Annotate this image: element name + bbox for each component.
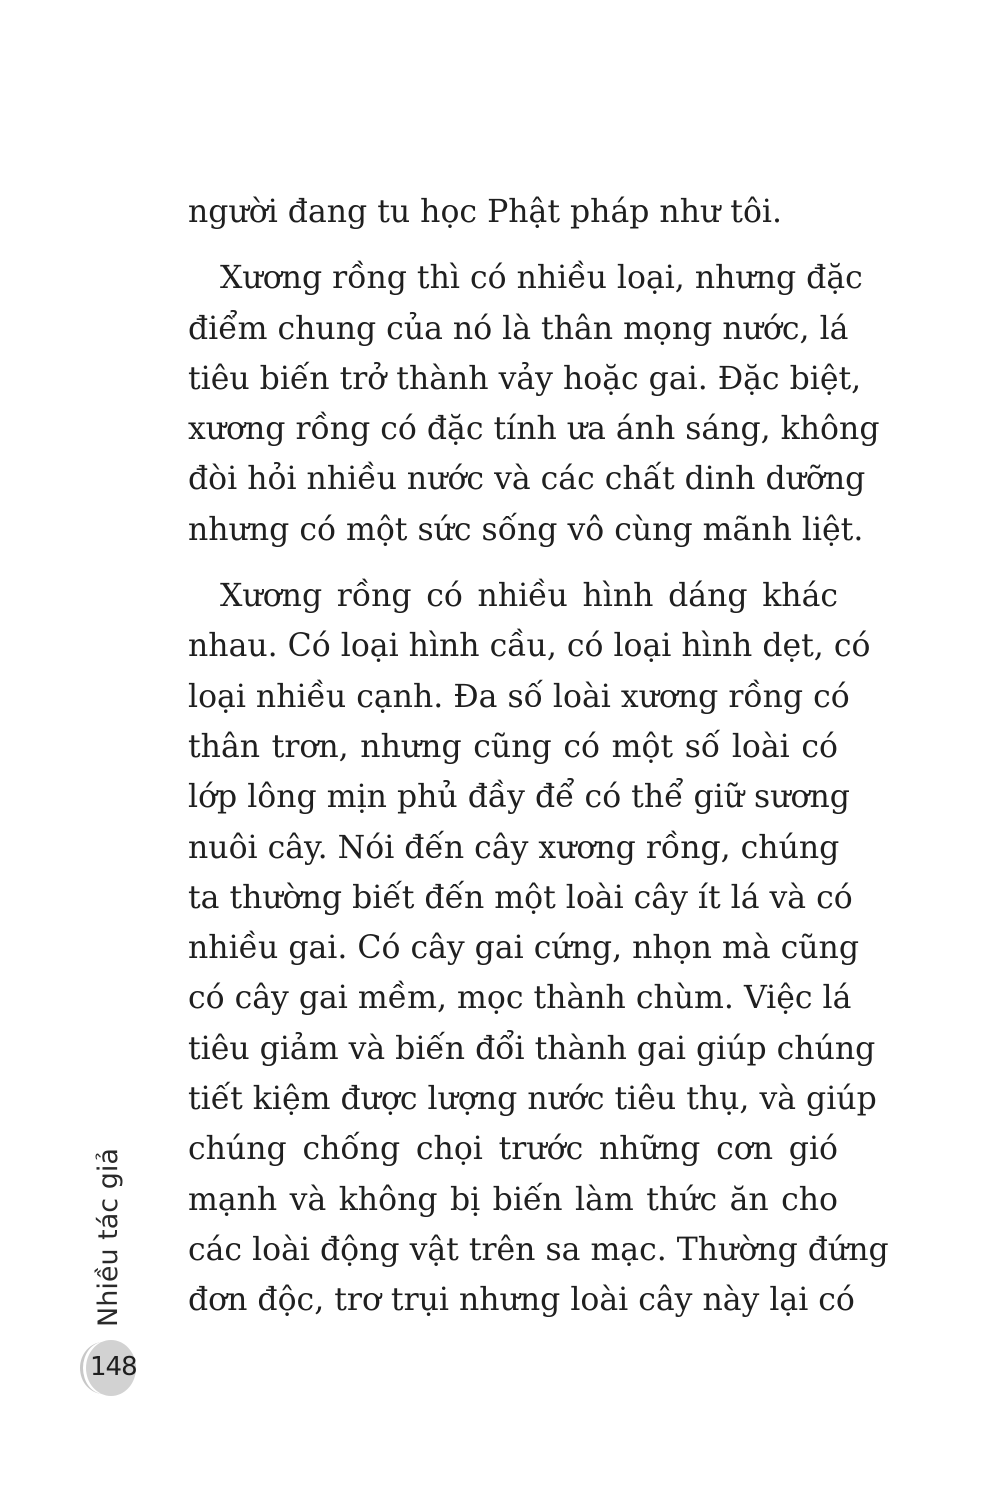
text-line: lớp lông mịn phủ đầy để có thể giữ sương bbox=[188, 779, 850, 816]
text-line: điểm chung của nó là thân mọng nước, lá bbox=[188, 310, 849, 347]
text-line: Xương rồng thì có nhiều loại, nhưng đặc bbox=[220, 260, 863, 297]
text-line: mạnh và không bị biến làm thức ăn cho bbox=[188, 1181, 838, 1218]
text-line: thân trơn, nhưng cũng có một số loài có bbox=[188, 728, 838, 765]
paragraph-gap bbox=[188, 237, 838, 253]
running-head-label: Nhiều tác giả bbox=[92, 1148, 124, 1327]
text-line: các loài động vật trên sa mạc. Thường đứng bbox=[188, 1231, 889, 1268]
text-line: người đang tu học Phật pháp như tôi. bbox=[188, 194, 782, 230]
page-number: 148 bbox=[90, 1352, 137, 1382]
text-line: chúng chống chọi trước những cơn gió bbox=[188, 1131, 838, 1168]
text-line: Xương rồng có nhiều hình dáng khác bbox=[220, 578, 838, 615]
text-line: nuôi cây. Nói đến cây xương rồng, chúng bbox=[188, 829, 840, 866]
text-line: nhau. Có loại hình cầu, có loại hình dẹt, có bbox=[188, 628, 871, 665]
text-line: nhưng có một sức sống vô cùng mãnh liệt. bbox=[188, 511, 864, 548]
text-line: xương rồng có đặc tính ưa ánh sáng, không bbox=[188, 411, 880, 448]
text-line: tiết kiệm được lượng nước tiêu thụ, và giúp bbox=[188, 1081, 877, 1118]
text-line: tiêu biến trở thành vảy hoặc gai. Đặc biệt, bbox=[188, 360, 862, 397]
text-line: có cây gai mềm, mọc thành chùm. Việc lá bbox=[188, 980, 852, 1017]
text-line: loại nhiều cạnh. Đa số loài xương rồng có bbox=[188, 678, 850, 715]
running-head bbox=[86, 1150, 130, 1325]
text-line: đòi hỏi nhiều nước và các chất dinh dưỡng bbox=[188, 461, 866, 498]
text-line: nhiều gai. Có cây gai cứng, nhọn mà cũng bbox=[188, 930, 860, 967]
page-number-badge bbox=[80, 1340, 136, 1396]
text-line: đơn độc, trơ trụi nhưng loài cây này lại có bbox=[188, 1282, 855, 1319]
text-line: ta thường biết đến một loài cây ít lá và có bbox=[188, 879, 853, 916]
paragraph-gap bbox=[188, 555, 838, 571]
text-line: tiêu giảm và biến đổi thành gai giúp chúng bbox=[188, 1030, 876, 1067]
body-text bbox=[188, 187, 889, 1326]
